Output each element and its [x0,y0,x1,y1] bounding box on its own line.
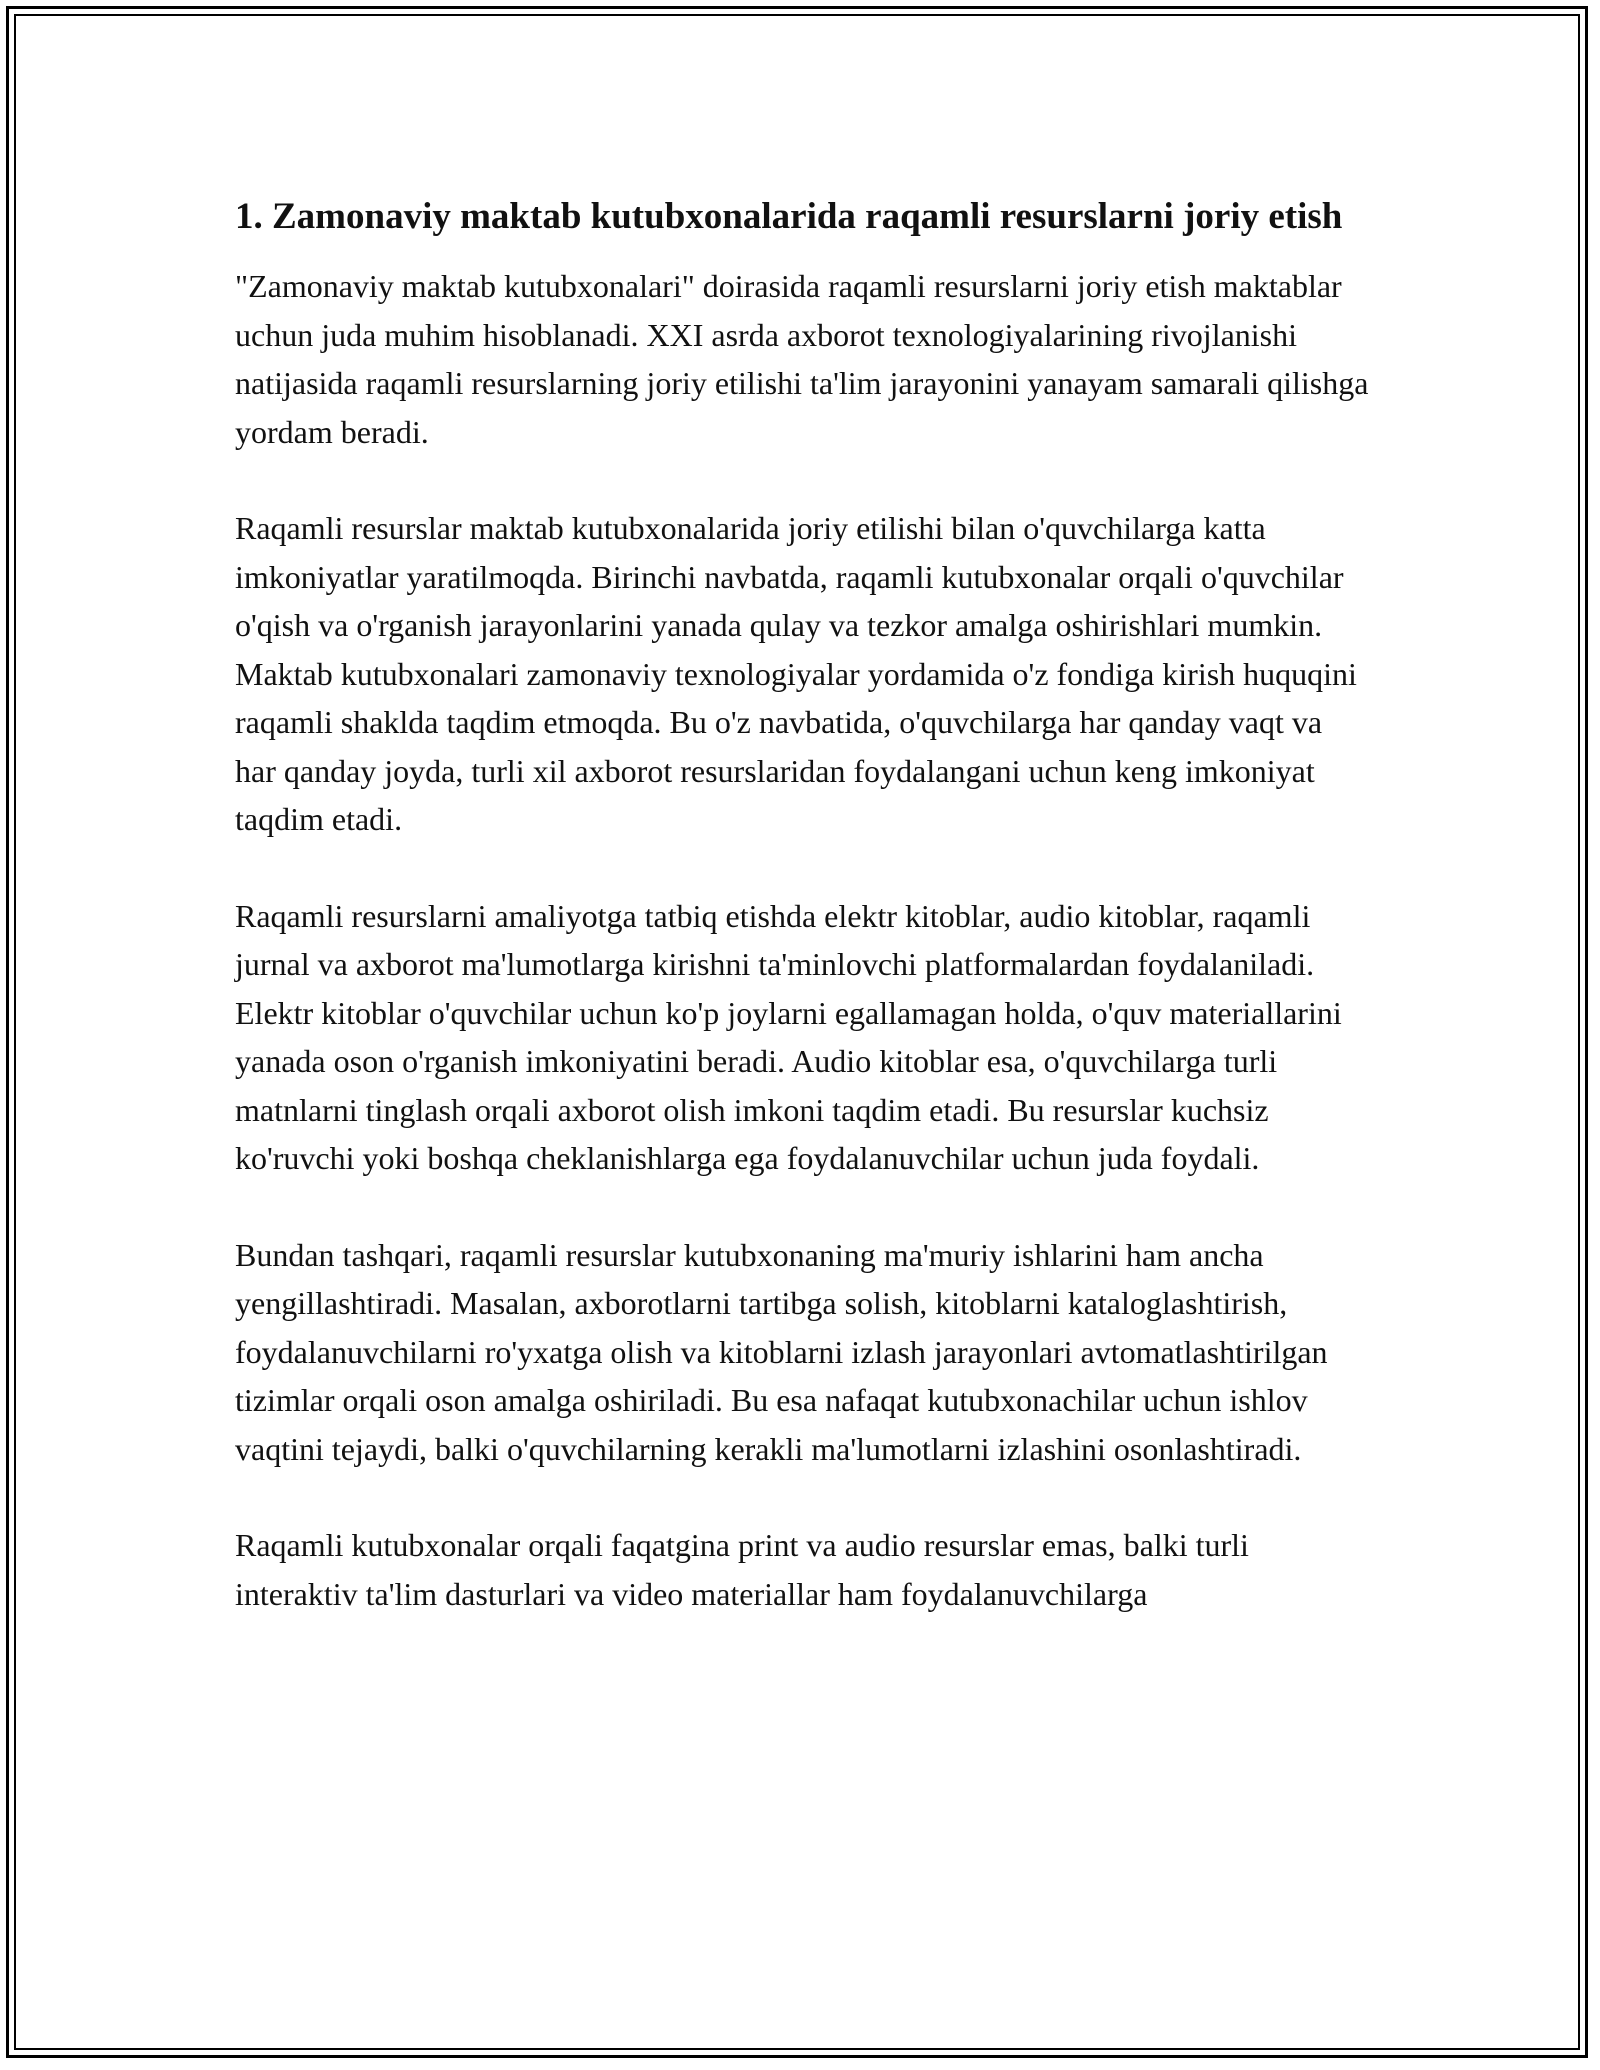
paragraph-4: Bundan tashqari, raqamli resurslar kutubxonaning ma'muriy ishlarini ham ancha yengillashtiradi. Masalan, axborotlarni tartibga solish, kitoblarni kataloglashtirish, foydalanuvchilarni ro'yxatga olish va kitoblarni izlash jarayonlari avtomatlashtirilgan tizimlar orqali oson amalga oshiriladi. Bu esa nafaqat kutubxonachilar uchun ishlov vaqtini tejaydi, balki o'quvchilarning kerakli ma'lumotlarni izlashini osonlashtiradi. [235,1236,1328,1467]
document-body [235,190,1370,1666]
paragraph-2: Raqamli resurslar maktab kutubxonalarida joriy etilishi bilan o'quvchilarga katta imkoniyatlar yaratilmoqda. Birinchi navbatda, raqamli kutubxonalar orqali o'quvchilar o'qish va o'rganish jarayonlarini yanada qulay va tezkor amalga oshirishlari mumkin. Maktab kutubxonalari zamonaviy texnologiyalar yordamida o'z fondiga kirish huquqini raqamli shaklda taqdim etmoqda. Bu o'z navbatida, o'quvchilarga har qanday vaqt va har qanday joyda, turli xil axborot resurslaridan foydalangani uchun keng imkoniyat taqdim etadi. [235,510,1357,837]
section-heading: 1. Zamonaviy maktab kutubxonalarida raqamli resurslarni joriy etish [235,196,1343,237]
paragraph-1: "Zamonaviy maktab kutubxonalari" doirasida raqamli resurslarni joriy etish maktablar uchun juda muhim hisoblanadi. XXI asrda axborot texnologiyalarining rivojlanishi natijasida raqamli resurslarning joriy etilishi ta'lim jarayonini yanayam samarali qilishga yordam beradi. [235,268,1369,450]
paragraph-5: Raqamli kutubxonalar orqali faqatgina print va audio resurslar emas, balki turli interaktiv ta'lim dasturlari va video materiallar ham foydalanuvchilarga [235,1527,1249,1612]
paragraph-3: Raqamli resurslarni amaliyotga tatbiq etishda elektr kitoblar, audio kitoblar, raqamli jurnal va axborot ma'lumotlarga kirishni ta'minlovchi platformalardan foydalaniladi. Elektr kitoblar o'quvchilar uchun ko'p joylarni egallamagan holda, o'quv materiallarini yanada oson o'rganish imkoniyatini beradi. Audio kitoblar esa, o'quvchilarga turli matnlarni tinglash orqali axborot olish imkoni taqdim etadi. Bu resurslar kuchsiz ko'ruvchi yoki boshqa cheklanishlarga ega foydalanuvchilar uchun juda foydali. [235,897,1342,1176]
